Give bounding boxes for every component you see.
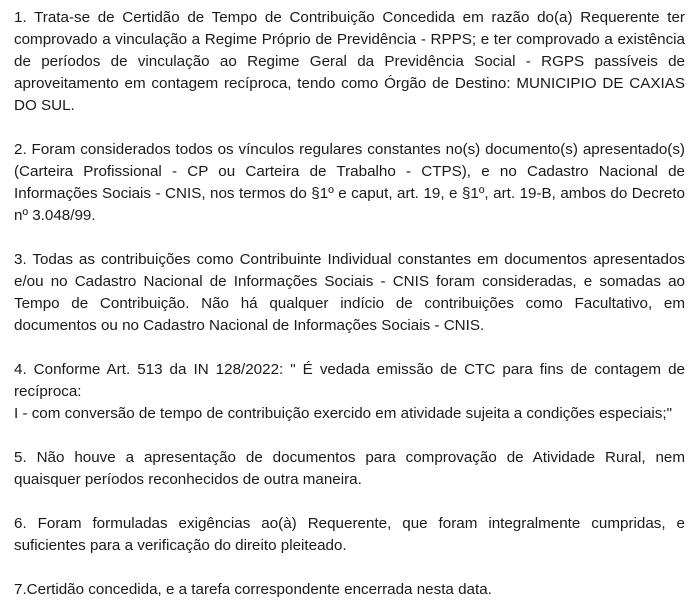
paragraph-4 [14, 359, 685, 425]
paragraph-4-line-2: I - com conversão de tempo de contribuição exercido em atividade sujeita a condições especiais;" [14, 405, 672, 422]
paragraph-1: 1. Trata-se de Certidão de Tempo de Contribuição Concedida em razão do(a) Requerente ter comprovado a vinculação a Regime Próprio de Previdência - RPPS; e ter comprovado a existência de períodos de vinculação ao Regime Geral da Previdência Social - RGPS passíveis de aproveitamento em contagem recíproca, tendo como Órgão de Destino: MUNICIPIO DE CAXIAS DO SUL. [14, 9, 685, 114]
paragraph-2: 2. Foram considerados todos os vínculos regulares constantes no(s) documento(s) apresentado(s) (Carteira Profissional - CP ou Carteira de Trabalho - CTPS), e no Cadastro Nacional de Informações Sociais - CNIS, nos termos do §1º e caput, art. 19, e §1º, art. 19-B, ambos do Decreto nº 3.048/99. [14, 141, 685, 224]
paragraph-5: 5. Não houve a apresentação de documentos para comprovação de Atividade Rural, nem quaisquer períodos reconhecidos de outra maneira. [14, 449, 685, 488]
document-body [14, 7, 685, 601]
paragraph-4-line-1: 4. Conforme Art. 513 da IN 128/2022: " É vedada emissão de CTC para fins de contagem de recíproca: [14, 361, 685, 400]
paragraph-7: 7.Certidão concedida, e a tarefa correspondente encerrada nesta data. [14, 581, 492, 598]
paragraph-3: 3. Todas as contribuições como Contribuinte Individual constantes em documentos apresentados e/ou no Cadastro Nacional de Informações Sociais - CNIS foram consideradas, e somadas ao Tempo de Contribuição. Não há qualquer indício de contribuições como Facultativo, em documentos ou no Cadastro Nacional de Informações Sociais - CNIS. [14, 251, 685, 334]
paragraph-6: 6. Foram formuladas exigências ao(à) Requerente, que foram integralmente cumpridas, e suficientes para a verificação do direito pleiteado. [14, 515, 685, 554]
